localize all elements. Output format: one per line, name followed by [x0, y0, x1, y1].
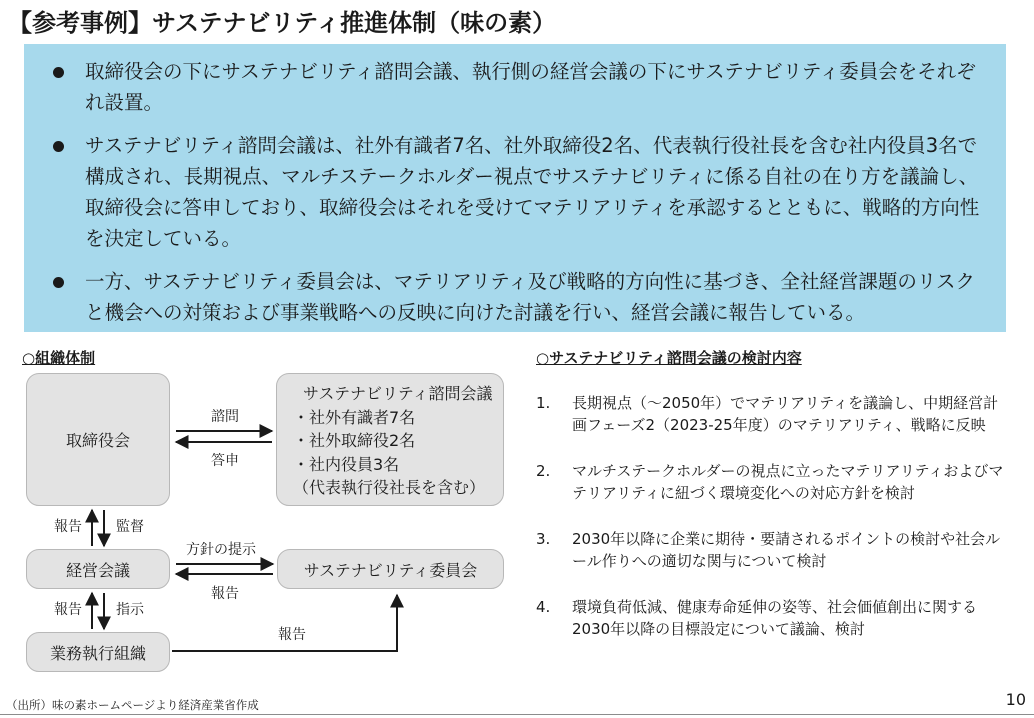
review-item-text: 長期視点（～2050年）でマテリアリティを議論し、中期経営計画フェーズ2（2023-25年度）のマテリアリティ、戦略に反映	[572, 394, 999, 434]
review-item-text: 2030年以降に企業に期待・要請されるポイントの検討や社会ルール作りへの適切な関与について検討	[572, 530, 1001, 570]
committee-label: サステナビリティ委員会	[303, 560, 478, 580]
review-item-text: マルチステークホルダーの視点に立ったマテリアリティおよびマテリアリティに紐づく環境変化への対応方針を検討	[572, 462, 1004, 502]
inquiry-label: 諮問	[211, 409, 239, 425]
org-heading: ○組織体制	[22, 349, 96, 367]
supervise-label: 監督	[116, 519, 144, 535]
council-member: ・社外取締役2名	[293, 431, 416, 450]
operations-label: 業務執行組織	[49, 643, 146, 663]
page-number: 10	[1005, 690, 1026, 709]
management-label: 経営会議	[65, 560, 130, 580]
board-label: 取締役会	[65, 431, 130, 450]
response-label: 答申	[211, 453, 239, 469]
council-title: サステナビリティ諮問会議	[303, 384, 493, 403]
policy-label: 方針の提示	[186, 542, 256, 558]
council-member: ・社内役員3名	[293, 454, 400, 474]
instruct-label: 指示	[116, 602, 144, 618]
review-item-text: 環境負荷低減、健康寿命延伸の姿等、社会価値創出に関する2030年以降の目標設定について議論、検討	[572, 598, 978, 638]
review-heading: ○サステナビリティ諮問会議の検討内容	[536, 349, 802, 367]
ops-report-label: 報告	[278, 627, 306, 643]
review-item	[536, 392, 1006, 436]
footer-divider	[0, 714, 1034, 715]
review-list	[536, 392, 1006, 640]
page-title: 【参考事例】サステナビリティ推進体制（味の素）	[8, 9, 557, 37]
review-item-number: 3.	[536, 530, 551, 548]
summary-bullet: サステナビリティ諮問会議は、社外有識者7名、社外取締役2名、代表執行役社長を含む社内役員3名で構成され、長期視点、マルチステークホルダー視点でサステナビリティに係る自社の在り方を議論し、取締役会に答申しており、取締役会はそれを受けてマテリアリティを承認するとともに、戦略的方向性を決定している。	[44, 130, 988, 254]
review-item-number: 2.	[536, 462, 551, 480]
report-label: 報告	[54, 602, 82, 618]
review-item	[536, 596, 1006, 640]
review-item	[536, 460, 1006, 504]
review-item	[536, 528, 1006, 572]
report-label: 報告	[54, 519, 82, 535]
committee-report-label: 報告	[211, 586, 239, 602]
summary-bullet: 一方、サステナビリティ委員会は、マテリアリティ及び戦略的方向性に基づき、全社経営課題のリスクと機会への対策および事業戦略への反映に向けた討議を行い、経営会議に報告している。	[44, 266, 988, 328]
council-member: （代表執行役社長を含む）	[293, 478, 486, 497]
source-note: （出所）味の素ホームページより経済産業省作成	[6, 698, 259, 712]
review-item-number: 1.	[536, 394, 551, 412]
summary-bullet: 取締役会の下にサステナビリティ諮問会議、執行側の経営会議の下にサステナビリティ委員会をそれぞれ設置。	[44, 56, 988, 118]
review-item-number: 4.	[536, 598, 551, 616]
council-member: ・社外有識者7名	[293, 407, 416, 427]
